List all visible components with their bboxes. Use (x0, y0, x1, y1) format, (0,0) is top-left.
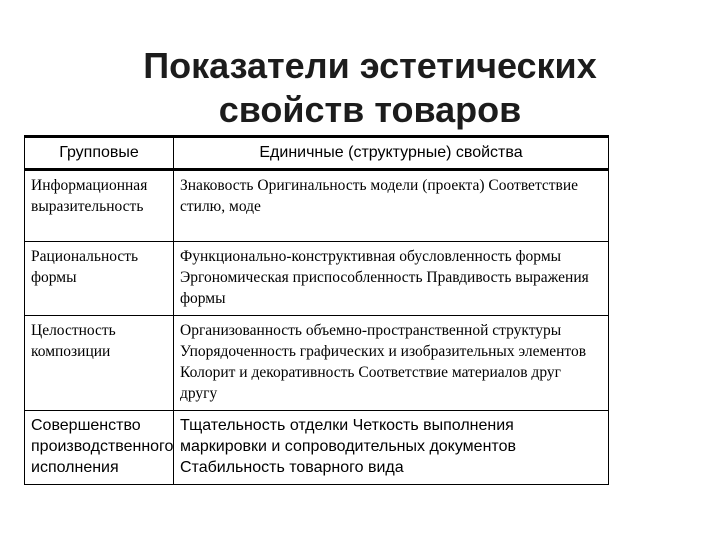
table-row (25, 316, 609, 411)
header-properties: Единичные (структурные) свойства (174, 137, 609, 170)
table-header-row (25, 137, 609, 170)
title-line-2: свойств товаров (218, 89, 522, 130)
table-row (25, 411, 609, 485)
group-cell: Информационная выразительность (25, 170, 174, 242)
group-cell: Совершенство производственного исполнения (25, 411, 174, 485)
properties-cell: Организованность объемно-пространственной структуры Упорядоченность графических и изобразительных элементов Колорит и декоративность Соответствие материалов друг другу (174, 316, 609, 411)
header-group: Групповые (25, 137, 174, 170)
page-title (80, 44, 660, 132)
group-cell: Целостность композиции (25, 316, 174, 411)
title-line-1: Показатели эстетических (143, 45, 597, 86)
properties-cell: Тщательность отделки Четкость выполнения маркировки и сопроводительных документов Стабильность товарного вида (174, 411, 609, 485)
group-cell: Рациональность формы (25, 242, 174, 316)
properties-cell: Знаковость Оригинальность модели (проекта) Соответствие стилю, моде (174, 170, 609, 242)
table-row (25, 170, 609, 242)
table-row (25, 242, 609, 316)
properties-cell: Функционально-конструктивная обусловленность формы Эргономическая приспособленность Правдивость выражения формы (174, 242, 609, 316)
properties-table (24, 135, 609, 485)
